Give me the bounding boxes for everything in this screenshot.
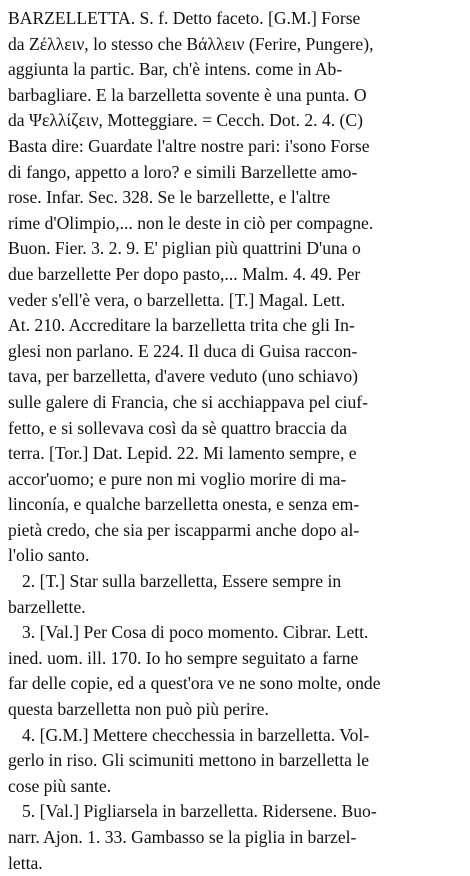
sense-line: 2. [T.] Star sulla barzelletta, Essere sempre in bbox=[22, 571, 342, 592]
sense-2 bbox=[8, 569, 458, 620]
entry-line: l'olio santo. bbox=[8, 545, 90, 566]
entry-line: barbagliare. E la barzelletta sovente è una punta. O bbox=[8, 84, 367, 105]
sense-line: cose più sante. bbox=[8, 775, 112, 796]
entry-line: pietà credo, che sia per iscapparmi anche dopo al- bbox=[8, 519, 360, 540]
entry-line: tava, per barzelletta, d'avere veduto (uno schiavo) bbox=[8, 366, 358, 387]
entry-line: aggiunta la partic. Bar, ch'è intens. come in Ab- bbox=[8, 59, 343, 80]
entry-line: Buon. Fier. 3. 2. 9. E' piglian più quattrini D'una o bbox=[8, 238, 361, 259]
entry-barzelletta bbox=[8, 6, 458, 569]
entry-line: due barzellette Per dopo pasto,... Malm. 4. 49. Per bbox=[8, 263, 361, 284]
entry-line: di fango, appetto a loro? e simili Barzellette amo- bbox=[8, 161, 358, 182]
entry-line: da Ψελλίζειν, Motteggiare. = Cecch. Dot. 2. 4. (C) bbox=[8, 110, 364, 131]
entry-line: da Ζέλλειν, lo stesso che Βάλλειν (Ferire, Pungere), bbox=[8, 33, 374, 54]
sense-line: letta. bbox=[8, 852, 43, 873]
sense-line: 3. [Val.] Per Cosa di poco momento. Cibrar. Lett. bbox=[22, 622, 369, 643]
entry-line: rose. Infar. Sec. 328. Se le barzellette, e l'altre bbox=[8, 187, 331, 208]
entry-line: accor'uomo; e pure non mi voglio morire di ma- bbox=[8, 468, 347, 489]
entry-line: glesi non parlano. E 224. Il duca di Guisa raccon- bbox=[8, 340, 358, 361]
sense-line: narr. Ajon. 1. 33. Gambasso se la piglia in barzel- bbox=[8, 827, 357, 847]
sense-line: gerlo in riso. Gli scimuniti mettono in barzelletta le bbox=[8, 750, 370, 771]
entry-line: veder s'ell'è vera, o barzelletta. [T.] Magal. Lett. bbox=[8, 289, 346, 310]
entry-line: At. 210. Accreditare la barzelletta trita che gli In- bbox=[8, 315, 355, 336]
sense-line: questa barzelletta non può più perire. bbox=[8, 699, 269, 720]
entry-line: rime d'Olimpio,... non le deste in ciò per compagne. bbox=[8, 212, 374, 233]
sense-5 bbox=[8, 799, 458, 876]
sense-line: far delle copie, ed a quest'ora ve ne sono molte, onde bbox=[8, 673, 381, 694]
entry-line: linconía, e qualche barzelletta onesta, e senza em- bbox=[8, 494, 360, 515]
entry-line: sulle galere di Francia, che si acchiappava pel ciuf- bbox=[8, 391, 369, 412]
sense-line: ined. uom. ill. 170. Io ho sempre seguitato a farne bbox=[8, 647, 359, 668]
sense-line: barzellette. bbox=[8, 596, 86, 617]
entry-line: BARZELLETTA. S. f. Detto faceto. [G.M.] Forse bbox=[8, 8, 361, 28]
sense-line: 4. [G.M.] Mettere checchessia in barzelletta. Vol- bbox=[22, 724, 370, 745]
sense-line: 5. [Val.] Pigliarsela in barzelletta. Ridersene. Buo- bbox=[22, 801, 377, 822]
entry-line: fetto, e si sollevava così da sè quattro braccia da bbox=[8, 417, 348, 438]
entry-line: Basta dire: Guardate l'altre nostre pari: i'sono Forse bbox=[8, 135, 370, 156]
sense-4 bbox=[8, 723, 458, 800]
entry-line: terra. [Tor.] Dat. Lepid. 22. Mi lamento sempre, e bbox=[8, 443, 357, 464]
sense-3 bbox=[8, 620, 458, 722]
